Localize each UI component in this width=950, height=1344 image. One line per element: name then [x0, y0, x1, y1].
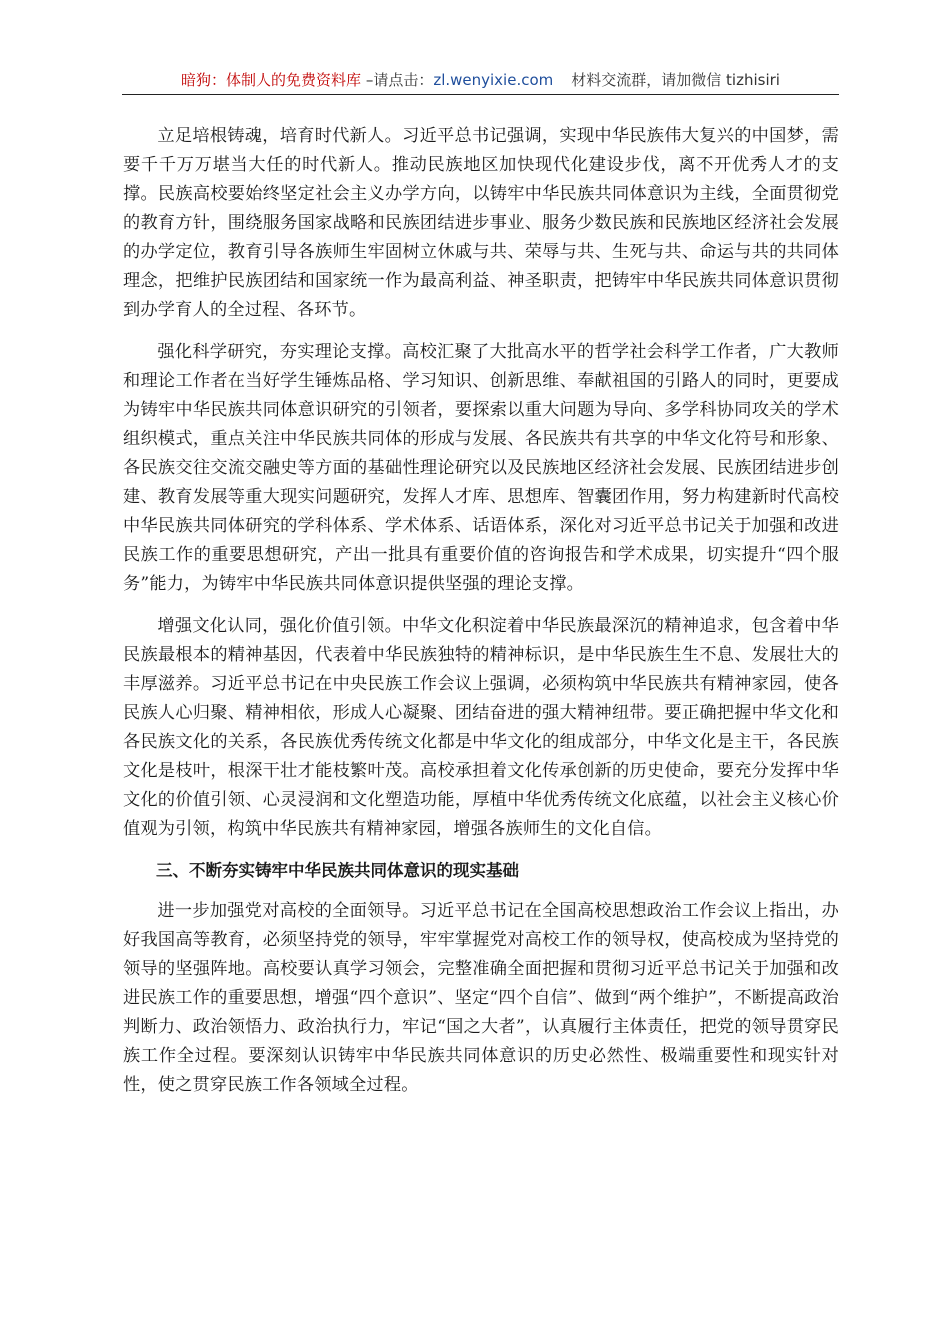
header-wechat-note: 材料交流群，请加微信 tizhisiri: [571, 71, 780, 89]
header-brand: 暗狗：体制人的免费资料库: [181, 71, 362, 89]
paragraph-cultivate-talent: 立足培根铸魂，培育时代新人。习近平总书记强调，实现中华民族伟大复兴的中国梦，需要千千万万堪当大任的时代新人。推动民族地区加快现代化建设步伐，离不开优秀人才的支撑。民族高校要始终坚定社会主义办学方向，以铸牢中华民族共同体意识为主线，全面贯彻党的教育方针，围绕服务国家战略和民族团结进步事业、服务少数民族和民族地区经济社会发展的办学定位，教育引导各族师生牢固树立休戚与共、荣辱与共、生死与共、命运与共的共同体理念，把维护民族团结和国家统一作为最高利益、神圣职责，把铸牢中华民族共同体意识贯彻到办学育人的全过程、各环节。: [123, 126, 839, 320]
paragraph-cultural-identity: 增强文化认同，强化价值引领。中华文化积淀着中华民族最深沉的精神追求，包含着中华民族最根本的精神基因，代表着中华民族独特的精神标识，是中华民族生生不息、发展壮大的丰厚滋养。习近平总书记在中央民族工作会议上强调，必须构筑中华民族共有精神家园，使各民族人心归聚、精神相依，形成人心凝聚、团结奋进的强大精神纽带。要正确把握中华文化和各民族文化的关系，各民族优秀传统文化都是中华文化的组成部分，中华文化是主干，各民族文化是枝叶，根深干壮才能枝繁叶茂。高校承担着文化传承创新的历史使命，要充分发挥中华文化的价值引领、心灵浸润和文化塑造功能，厚植中华优秀传统文化底蕴，以社会主义核心价值观为引领，构筑中华民族共有精神家园，增强各族师生的文化自信。: [123, 616, 839, 839]
page-header: [122, 70, 839, 95]
paragraph-scientific-research: 强化科学研究，夯实理论支撑。高校汇聚了大批高水平的哲学社会科学工作者，广大教师和理论工作者在当好学生锤炼品格、学习知识、创新思维、奉献祖国的引路人的同时，更要成为铸牢中华民族共同体意识研究的引领者，要探索以重大问题为导向、多学科协同攻关的学术组织模式，重点关注中华民族共同体的形成与发展、各民族共有共享的中华文化符号和形象、各民族交往交流交融史等方面的基础性理论研究以及民族地区经济社会发展、民族团结进步创建、教育发展等重大现实问题研究，发挥人才库、思想库、智囊团作用，努力构建新时代高校中华民族共同体研究的学科体系、学术体系、话语体系，深化对习近平总书记关于加强和改进民族工作的重要思想研究，产出一批具有重要价值的咨询报告和学术成果，切实提升“四个服务”能力，为铸牢中华民族共同体意识提供坚强的理论支撑。: [123, 342, 839, 594]
header-url-link[interactable]: zl.wenyixie.com: [433, 71, 554, 89]
section-heading: 三、不断夯实铸牢中华民族共同体意识的现实基础: [156, 861, 519, 880]
document-body: [123, 122, 839, 1113]
header-click-prefix: –请点击：: [361, 71, 434, 89]
paragraph-party-leadership: 进一步加强党对高校的全面领导。习近平总书记在全国高校思想政治工作会议上指出，办好我国高等教育，必须坚持党的领导，牢牢掌握党对高校工作的领导权，使高校成为坚持党的领导的坚强阵地。高校要认真学习领会，完整准确全面把握和贯彻习近平总书记关于加强和改进民族工作的重要思想，增强“四个意识”、坚定“四个自信”、做到“两个维护”，不断提高政治判断力、政治领悟力、政治执行力，牢记“国之大者”，认真履行主体责任，把党的领导贯穿民族工作全过程。要深刻认识铸牢中华民族共同体意识的历史必然性、极端重要性和现实针对性，使之贯穿民族工作各领域全过程。: [123, 901, 839, 1095]
